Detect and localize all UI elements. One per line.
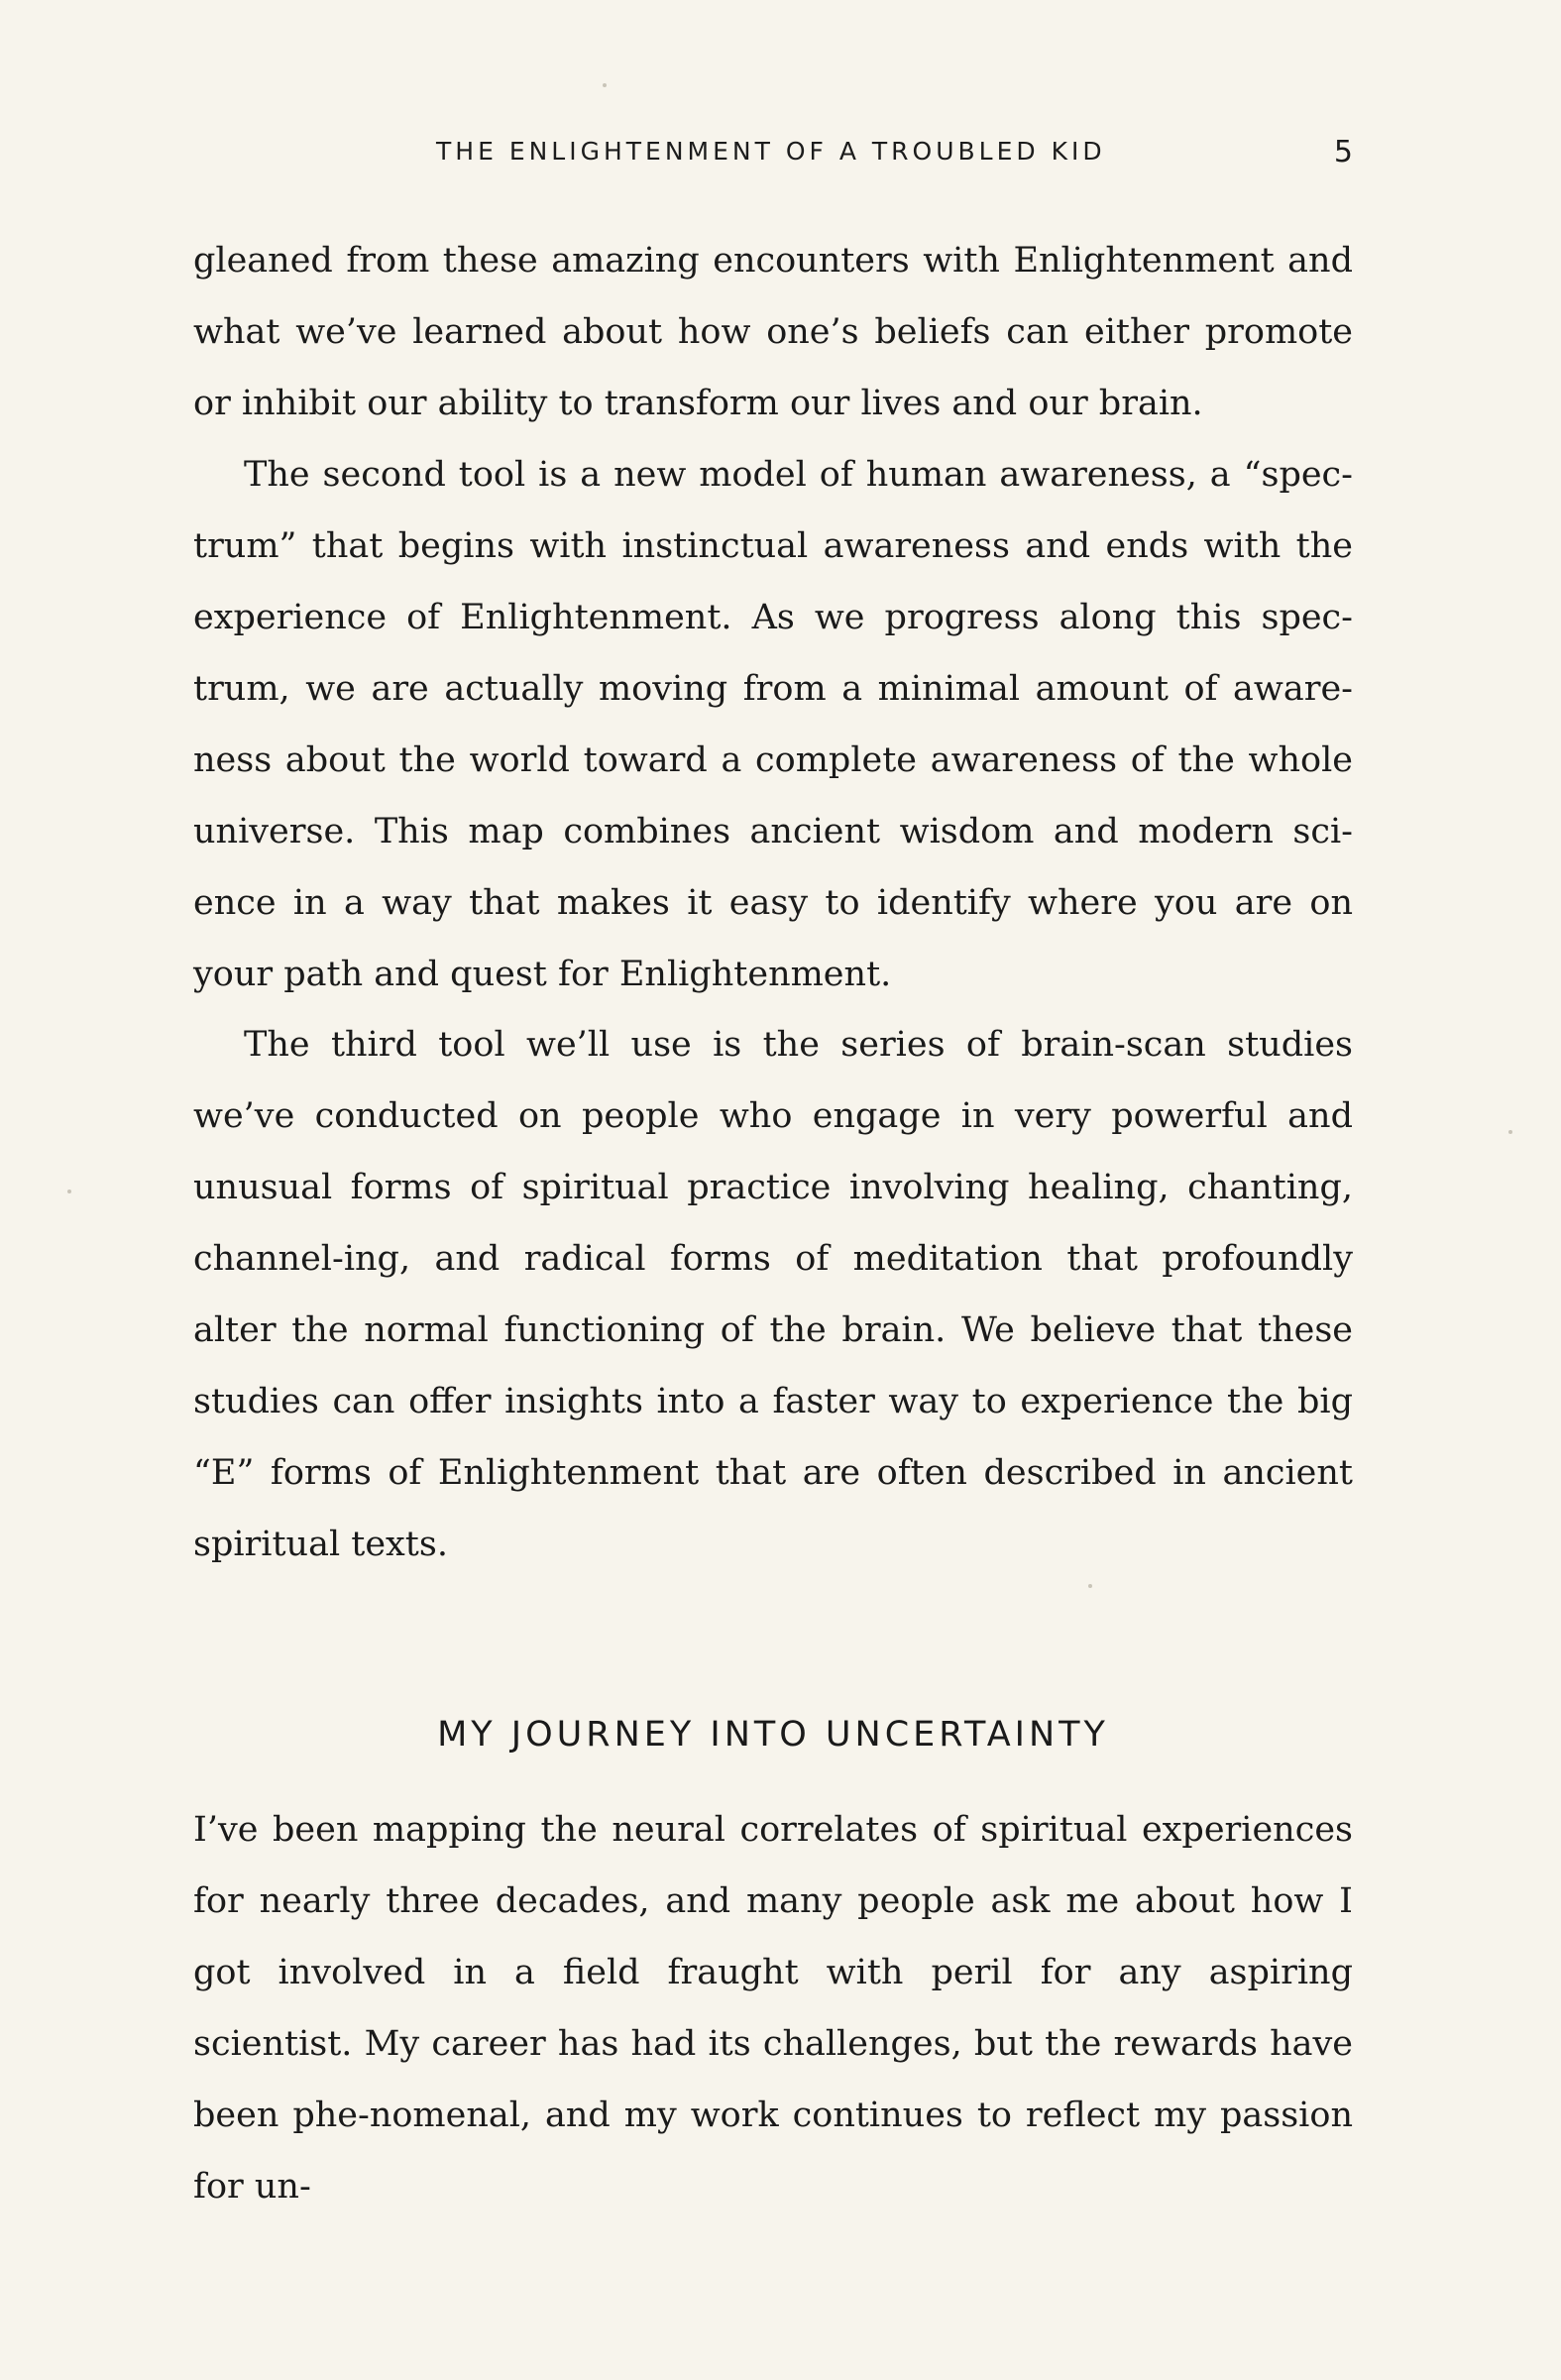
paragraph-second-tool: The second tool is a new model of human awareness, a “spec-trum” that begins with instinctual awareness and ends with the experience of Enlightenment. As we progress along this spec-trum, we are actually moving from a minimal amount of aware-ness about the world toward a complete awareness of the whole universe. This map combines ancient wisdom and modern sci-ence in a way that makes it easy to identify where you are on your path and quest for Enlightenment. xyxy=(193,455,1353,994)
paper-speck xyxy=(1508,1130,1512,1134)
running-head xyxy=(193,137,1353,176)
paper-speck xyxy=(603,83,607,87)
section-heading: MY JOURNEY INTO UNCERTAINTY xyxy=(437,1715,1109,1755)
paper-speck xyxy=(1088,1584,1092,1588)
paragraph-third-tool: The third tool we’ll use is the series of brain-scan studies we’ve conducted on people who engage in very powerful and unusual forms of spiritual practice involving healing, chanting, channel-ing, and radical forms of meditation that profoundly alter the normal functioning of the brain. We believe that these studies can offer insights into a faster way to experience the big “E” forms of Enlightenment that are often described in ancient spiritual texts. xyxy=(193,1025,1353,1564)
running-head-title: THE ENLIGHTENMENT OF A TROUBLED KID xyxy=(436,137,1106,166)
paragraph-journey: I’ve been mapping the neural correlates of spiritual experiences for nearly three decades, and many people ask me about how I got involved in a field fraught with peril for any aspiring scientist. My career has had its challenges, but the rewards have been phe-nomenal, and my work continues to reflect my passion for un- xyxy=(193,1810,1353,2207)
paragraph-beliefs: gleaned from these amazing encounters with Enlightenment and what we’ve learned about how one’s beliefs can either promote or inhibit our ability to transform our lives and our brain. xyxy=(193,241,1353,423)
paper-speck xyxy=(67,1190,71,1193)
page-number: 5 xyxy=(1333,135,1353,170)
